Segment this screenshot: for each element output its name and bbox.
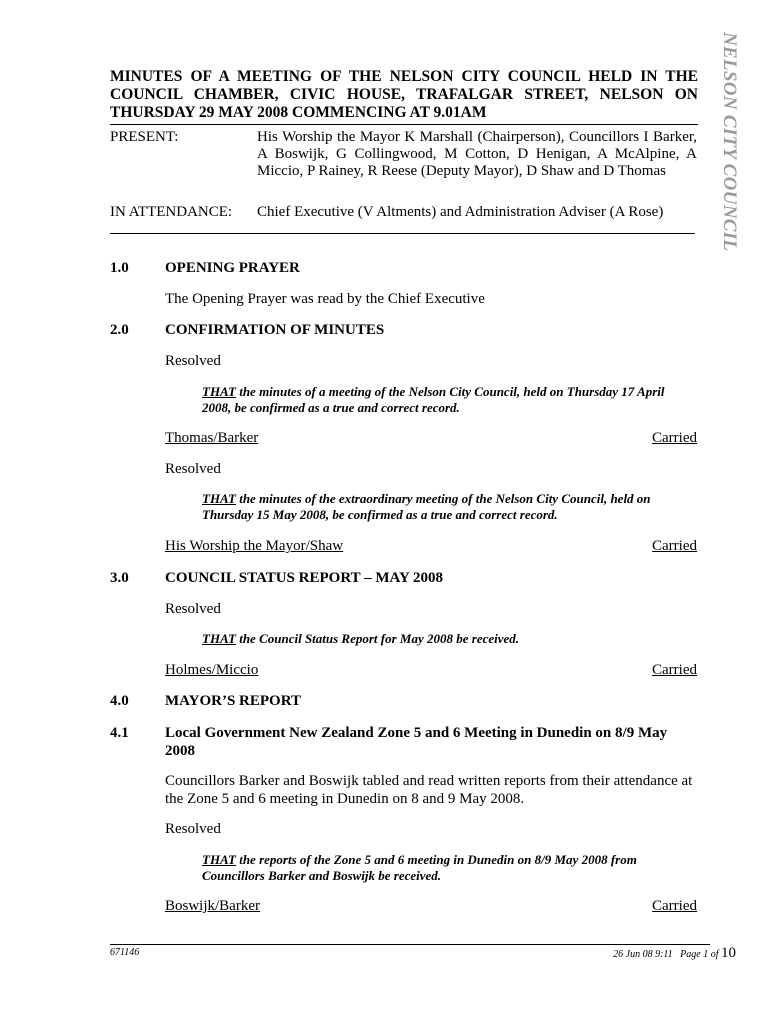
total-pages: 10 bbox=[721, 945, 736, 961]
resolution-body: the minutes of a meeting of the Nelson City Council, held on Thursday 17 April 2008, be confirmed as a true and correct record. bbox=[202, 384, 665, 415]
that-keyword: THAT bbox=[202, 384, 236, 399]
section-number: 1.0 bbox=[110, 260, 129, 276]
resolved-label: Resolved bbox=[165, 821, 221, 837]
carried-label: Carried bbox=[652, 662, 697, 678]
page-number: 1 bbox=[703, 949, 709, 960]
section-text: Councillors Barker and Boswijk tabled and read written reports from their attendance at the Zone 5 and 6 meeting in Dunedin on 8 and 9 May 2008. bbox=[165, 773, 693, 807]
attendance-list: Chief Executive (V Altments) and Administration Adviser (A Rose) bbox=[257, 204, 664, 220]
mover-seconder: Thomas/Barker bbox=[165, 430, 259, 446]
carried-label: Carried bbox=[652, 430, 697, 446]
section-heading: Local Government New Zealand Zone 5 and 6 Meeting in Dunedin on 8/9 May 2008 bbox=[165, 725, 668, 759]
page-footer bbox=[613, 945, 736, 962]
resolved-label: Resolved bbox=[165, 353, 221, 369]
resolution-text bbox=[202, 631, 672, 647]
section-text: The Opening Prayer was read by the Chief Executive bbox=[165, 291, 485, 307]
that-keyword: THAT bbox=[202, 631, 236, 646]
resolution-text bbox=[202, 384, 672, 416]
present-list: His Worship the Mayor K Marshall (Chairperson), Councillors I Barker, A Boswijk, G Collingwood, M Cotton, D Henigan, A McAlpine, A Miccio, P Rainey, R Reese (Deputy Mayor), D Shaw and D Thomas bbox=[257, 129, 697, 179]
resolution-text bbox=[202, 491, 672, 523]
carried-label: Carried bbox=[652, 898, 697, 914]
that-keyword: THAT bbox=[202, 491, 236, 506]
section-heading: MAYOR’S REPORT bbox=[165, 693, 302, 709]
header-divider bbox=[110, 233, 695, 234]
section-heading: OPENING PRAYER bbox=[165, 260, 300, 276]
resolved-label: Resolved bbox=[165, 461, 221, 477]
present-label: PRESENT: bbox=[110, 129, 179, 145]
that-keyword: THAT bbox=[202, 852, 236, 867]
section-heading: CONFIRMATION OF MINUTES bbox=[165, 322, 385, 338]
section-number: 3.0 bbox=[110, 570, 129, 586]
section-heading: COUNCIL STATUS REPORT – MAY 2008 bbox=[165, 570, 443, 586]
mover-seconder: Holmes/Miccio bbox=[165, 662, 259, 678]
section-number: 2.0 bbox=[110, 322, 129, 338]
of-label: of bbox=[710, 949, 719, 960]
mover-seconder: Boswijk/Barker bbox=[165, 898, 260, 914]
section-number: 4.1 bbox=[110, 725, 129, 741]
carried-label: Carried bbox=[652, 538, 697, 554]
print-datetime: 26 Jun 08 9:11 bbox=[613, 949, 673, 960]
resolution-body: the Council Status Report for May 2008 be received. bbox=[239, 631, 520, 646]
mover-seconder: His Worship the Mayor/Shaw bbox=[165, 538, 344, 554]
section-number: 4.0 bbox=[110, 693, 129, 709]
page-label: Page bbox=[680, 949, 701, 960]
attendance-label: IN ATTENDANCE: bbox=[110, 204, 233, 220]
resolution-body: the reports of the Zone 5 and 6 meeting in Dunedin on 8/9 May 2008 from Councillors Barker and Boswijk be received. bbox=[202, 852, 637, 883]
resolution-body: the minutes of the extraordinary meeting of the Nelson City Council, held on Thursday 15 May 2008, be confirmed as a true and correct record. bbox=[202, 491, 651, 522]
side-council-title: NELSON CITY COUNCIL bbox=[719, 32, 740, 252]
document-title: MINUTES OF A MEETING OF THE NELSON CITY COUNCIL HELD IN THE COUNCIL CHAMBER, CIVIC HOUSE, TRAFALGAR STREET, NELSON ON THURSDAY 29 MAY 2008 COMMENCING AT 9.01AM bbox=[110, 68, 698, 121]
title-divider bbox=[110, 124, 698, 125]
document-id: 671146 bbox=[110, 947, 140, 958]
resolution-text bbox=[202, 852, 672, 884]
resolved-label: Resolved bbox=[165, 601, 221, 617]
